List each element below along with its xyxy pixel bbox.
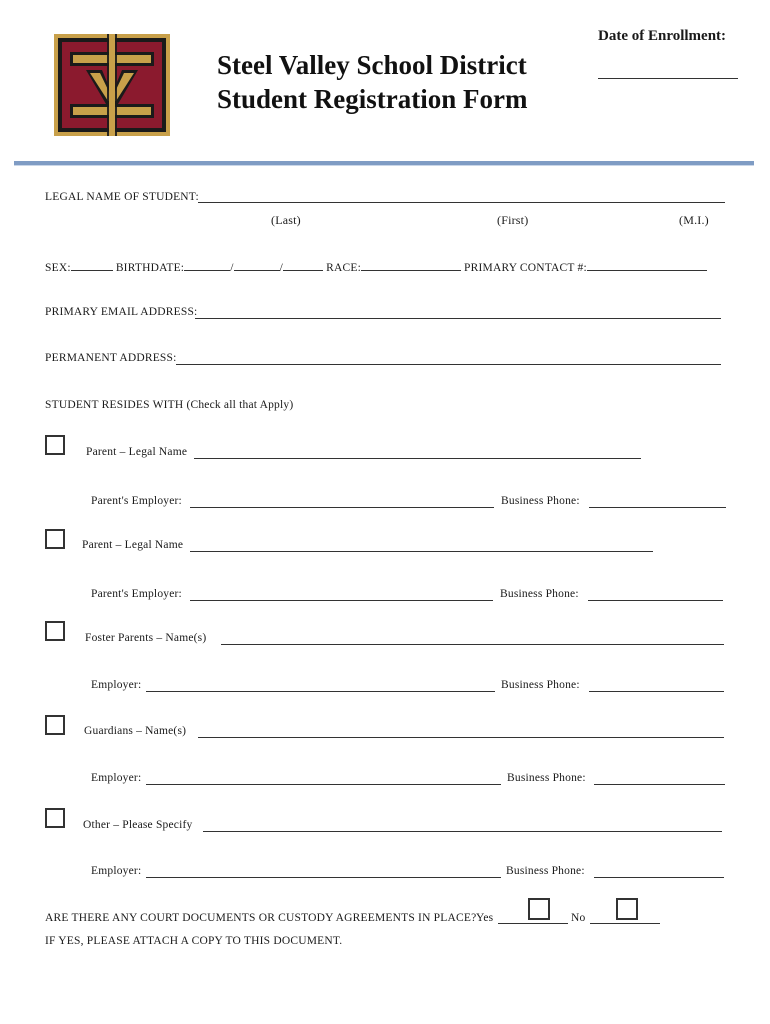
parent-1-phone-label: Business Phone: (501, 495, 580, 507)
parent-2-checkbox[interactable] (45, 529, 65, 549)
foster-phone-label: Business Phone: (501, 679, 580, 691)
address-label: PERMANENT ADDRESS: (45, 352, 177, 364)
foster-parents-checkbox[interactable] (45, 621, 65, 641)
parent-1-phone-field[interactable] (589, 507, 726, 508)
legal-name-label: LEGAL NAME OF STUDENT: (45, 191, 199, 203)
parent-2-phone-field[interactable] (588, 600, 723, 601)
header-divider (14, 161, 754, 166)
last-name-caption: (Last) (271, 213, 301, 227)
district-logo (52, 32, 172, 138)
primary-contact-field[interactable] (587, 259, 707, 271)
guardians-employer-label: Employer: (91, 772, 142, 784)
email-field[interactable] (195, 318, 721, 319)
title-line-2: Student Registration Form (217, 84, 528, 114)
other-phone-field[interactable] (594, 877, 724, 878)
primary-contact-label: PRIMARY CONTACT #: (464, 262, 587, 274)
race-field[interactable] (361, 259, 461, 271)
court-no-checkbox[interactable] (616, 898, 638, 920)
birthdate-slash: / (230, 262, 234, 274)
page-title (217, 48, 527, 116)
birth-month-field[interactable] (184, 259, 230, 271)
address-field[interactable] (176, 364, 721, 365)
title-line-1: Steel Valley School District (217, 50, 527, 80)
parent-2-phone-label: Business Phone: (500, 588, 579, 600)
enrollment-date-field[interactable] (598, 78, 738, 79)
sex-label: SEX: (45, 262, 71, 274)
parent-1-name-label: Parent – Legal Name (86, 446, 188, 458)
birthdate-slash: / (279, 262, 284, 274)
parent-1-name-field[interactable] (194, 458, 641, 459)
parent-1-checkbox[interactable] (45, 435, 65, 455)
parent-2-employer-field[interactable] (190, 600, 493, 601)
birth-year-field[interactable] (283, 259, 323, 271)
guardians-checkbox[interactable] (45, 715, 65, 735)
parent-1-employer-field[interactable] (190, 507, 494, 508)
court-yes-line (498, 923, 568, 924)
birth-day-field[interactable] (234, 259, 280, 271)
court-yes-label: Yes (476, 912, 494, 924)
foster-employer-field[interactable] (146, 691, 495, 692)
court-yes-checkbox[interactable] (528, 898, 550, 920)
legal-name-field[interactable] (198, 202, 725, 203)
other-name-label: Other – Please Specify (83, 819, 193, 831)
other-employer-label: Employer: (91, 865, 142, 877)
first-name-caption: (First) (497, 213, 529, 227)
resides-with-label: STUDENT RESIDES WITH (Check all that Apply) (45, 399, 294, 411)
sex-field[interactable] (71, 259, 113, 271)
court-documents-question: ARE THERE ANY COURT DOCUMENTS OR CUSTODY AGREEMENTS IN PLACE? (45, 912, 477, 924)
guardians-name-field[interactable] (198, 737, 724, 738)
other-specify-field[interactable] (203, 831, 722, 832)
foster-employer-label: Employer: (91, 679, 142, 691)
guardians-name-label: Guardians – Name(s) (84, 725, 187, 737)
info-row (45, 259, 707, 275)
birthdate-label: BIRTHDATE: (115, 262, 185, 274)
foster-parents-name-field[interactable] (221, 644, 724, 645)
guardians-phone-field[interactable] (594, 784, 725, 785)
email-label: PRIMARY EMAIL ADDRESS: (45, 306, 198, 318)
middle-initial-caption: (M.I.) (679, 213, 709, 227)
sv-monogram-icon (52, 32, 172, 138)
parent-2-name-label: Parent – Legal Name (82, 539, 184, 551)
court-no-label: No (571, 912, 586, 924)
foster-parents-name-label: Foster Parents – Name(s) (85, 632, 207, 644)
parent-2-name-field[interactable] (190, 551, 653, 552)
parent-2-employer-label: Parent's Employer: (91, 588, 182, 600)
race-label: RACE: (326, 262, 361, 274)
parent-1-employer-label: Parent's Employer: (91, 495, 182, 507)
other-phone-label: Business Phone: (506, 865, 585, 877)
foster-phone-field[interactable] (589, 691, 724, 692)
guardians-phone-label: Business Phone: (507, 772, 586, 784)
court-attach-note: IF YES, PLEASE ATTACH A COPY TO THIS DOCUMENT. (45, 935, 343, 947)
other-employer-field[interactable] (146, 877, 501, 878)
enrollment-date-label: Date of Enrollment: (598, 28, 727, 44)
guardians-employer-field[interactable] (146, 784, 501, 785)
other-checkbox[interactable] (45, 808, 65, 828)
court-no-line (590, 923, 660, 924)
